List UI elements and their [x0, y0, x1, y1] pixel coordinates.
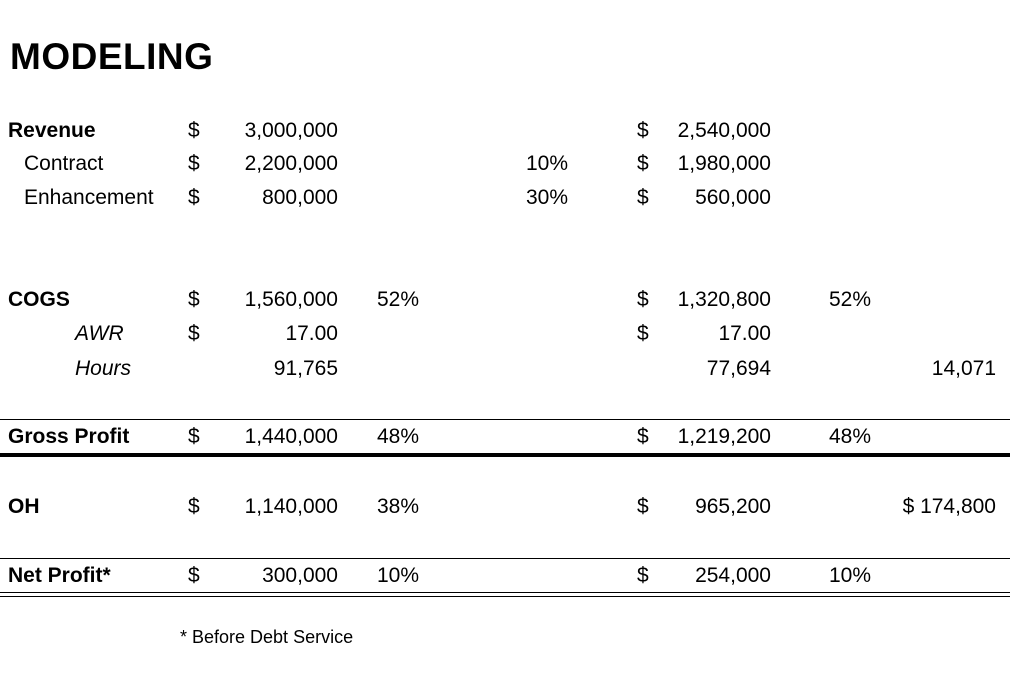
value-current: 17.00: [285, 322, 338, 345]
row-label-gross-profit: Gross Profit: [8, 425, 130, 448]
percent-of-revenue: 52%: [377, 288, 420, 311]
value-modeled: 2,540,000: [677, 119, 771, 142]
difference-value: 14,071: [931, 357, 996, 380]
value-modeled: 965,200: [695, 495, 771, 518]
row-label-awr: AWR: [75, 322, 124, 345]
currency-symbol: $: [637, 564, 649, 587]
currency-symbol: $: [637, 152, 649, 175]
percent-of-revenue: 10%: [377, 564, 420, 587]
row-label-oh: OH: [8, 495, 40, 518]
value-current: 300,000: [262, 564, 338, 587]
adjustment-percent: 30%: [525, 186, 568, 209]
footnote: * Before Debt Service: [180, 627, 354, 647]
row-label-cogs: COGS: [8, 288, 70, 311]
value-current: 3,000,000: [244, 119, 338, 142]
currency-symbol: $: [637, 495, 649, 518]
value-modeled: 1,320,800: [677, 288, 771, 311]
row-divider: [0, 558, 1010, 559]
currency-symbol: $: [188, 152, 200, 175]
currency-symbol: $: [637, 425, 649, 448]
page-title: MODELING: [10, 36, 214, 77]
row-divider: [0, 419, 1010, 420]
currency-symbol: $: [188, 322, 200, 345]
row-label-net-profit: Net Profit*: [8, 564, 111, 587]
row-label-contract: Contract: [24, 152, 104, 175]
currency-symbol: $: [188, 119, 200, 142]
value-modeled: 254,000: [695, 564, 771, 587]
currency-symbol: $: [637, 288, 649, 311]
value-modeled: 560,000: [695, 186, 771, 209]
value-current: 91,765: [273, 357, 338, 380]
value-current: 1,140,000: [244, 495, 338, 518]
row-label-revenue: Revenue: [8, 119, 96, 142]
value-modeled: 77,694: [706, 357, 771, 380]
currency-symbol: $: [637, 322, 649, 345]
value-current: 2,200,000: [244, 152, 338, 175]
adjustment-percent: 10%: [525, 152, 568, 175]
percent-of-revenue-modeled: 10%: [829, 564, 872, 587]
value-current: 800,000: [262, 186, 338, 209]
currency-symbol: $: [188, 425, 200, 448]
percent-of-revenue: 38%: [377, 495, 420, 518]
currency-symbol: $: [188, 495, 200, 518]
percent-of-revenue: 48%: [377, 425, 420, 448]
currency-symbol: $: [637, 119, 649, 142]
percent-of-revenue-modeled: 52%: [829, 288, 872, 311]
value-current: 1,560,000: [244, 288, 338, 311]
value-modeled: 1,980,000: [677, 152, 771, 175]
difference-value: $ 174,800: [902, 495, 996, 518]
currency-symbol: $: [637, 186, 649, 209]
double-underline-top: [0, 592, 1010, 593]
currency-symbol: $: [188, 288, 200, 311]
value-modeled: 1,219,200: [677, 425, 771, 448]
row-label-enhancement: Enhancement: [24, 186, 154, 209]
currency-symbol: $: [188, 186, 200, 209]
row-divider-thick: [0, 453, 1010, 457]
percent-of-revenue-modeled: 48%: [829, 425, 872, 448]
value-modeled: 17.00: [718, 322, 771, 345]
value-current: 1,440,000: [244, 425, 338, 448]
double-underline-bottom: [0, 596, 1010, 597]
currency-symbol: $: [188, 564, 200, 587]
row-label-hours: Hours: [75, 357, 132, 380]
